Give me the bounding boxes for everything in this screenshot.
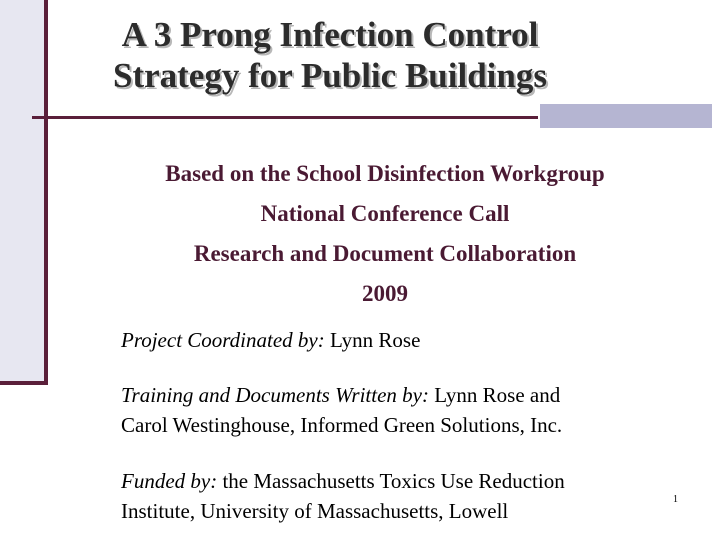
slide-subtitle <box>100 154 670 314</box>
title-line-2: Strategy for Public Buildings <box>113 56 547 95</box>
credit-written <box>121 380 681 440</box>
written-value-line-2: Carol Westinghouse, Informed Green Solutions, Inc. <box>121 413 563 437</box>
subtitle-year: 2009 <box>362 281 408 306</box>
funded-value-line-2: Institute, University of Massachusetts, Lowell <box>121 499 509 523</box>
title-line-1: A 3 Prong Infection Control <box>121 15 539 54</box>
funded-value-line-1: the Massachusetts Toxics Use Reduction <box>217 469 565 493</box>
funded-label: Funded by: <box>121 469 218 493</box>
title-underline <box>32 116 538 119</box>
subtitle-line-1: Based on the School Disinfection Workgroup <box>165 161 605 186</box>
subtitle-line-3: Research and Document Collaboration <box>193 241 577 266</box>
written-label: Training and Documents Written by: <box>121 383 429 407</box>
slide-title <box>60 14 600 96</box>
coordinated-label: Project Coordinated by: <box>121 328 325 352</box>
written-value-line-1: Lynn Rose and <box>429 383 561 407</box>
coordinated-value: Lynn Rose <box>324 328 421 352</box>
credit-coordinated <box>121 325 681 355</box>
credit-funded <box>121 466 681 526</box>
decorative-accent-bar <box>540 104 712 128</box>
page-number: 1 <box>673 494 678 505</box>
subtitle-line-2: National Conference Call <box>260 201 510 226</box>
decorative-sidebar-block <box>0 0 48 385</box>
